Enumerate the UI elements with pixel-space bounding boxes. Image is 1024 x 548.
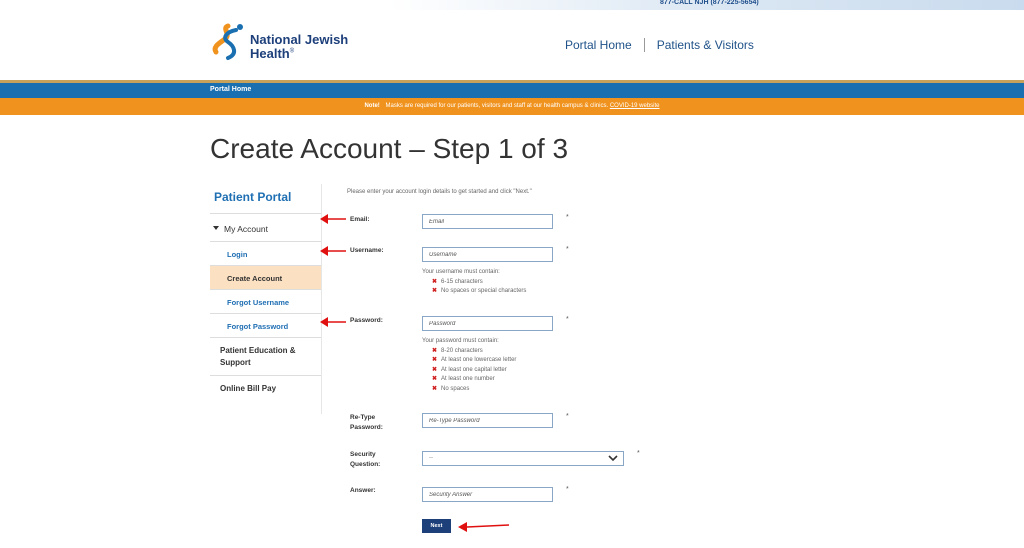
- x-icon: ✖: [432, 385, 438, 392]
- logo-text-line2: Health®: [250, 46, 295, 61]
- chevron-down-icon: [608, 455, 618, 462]
- rule-item: ✖ At least one number: [432, 376, 495, 382]
- notice-message: Masks are required for our patients, visitors and staff at our health campus & clinics.: [385, 103, 609, 109]
- rules-title: Your password must contain:: [422, 338, 499, 344]
- x-icon: ✖: [432, 347, 438, 354]
- security-question-select[interactable]: [422, 451, 624, 466]
- email-field[interactable]: [422, 214, 553, 229]
- rule-item: ✖ 8-20 characters: [432, 347, 483, 354]
- username-rules: [422, 268, 526, 297]
- rule-item: ✖ 6-15 characters: [432, 278, 483, 285]
- security-question-label: Security Question:: [350, 451, 381, 468]
- required-mark: *: [566, 316, 569, 323]
- sidebar-item-online-bill-pay[interactable]: Online Bill Pay: [220, 384, 277, 393]
- password-label: Password:: [350, 317, 383, 324]
- sidebar-item-forgot-username[interactable]: Forgot Username: [210, 290, 322, 314]
- red-arrow-icon: [318, 244, 348, 258]
- red-arrow-icon: [318, 212, 348, 226]
- x-icon: ✖: [432, 288, 438, 294]
- email-label: Email:: [350, 216, 370, 223]
- form-intro: Please enter your account login details to get started and click "Next.": [347, 189, 532, 195]
- nav-portal-home[interactable]: Portal Home: [565, 38, 632, 52]
- breadcrumb-portal-home[interactable]: Portal Home: [210, 86, 252, 93]
- sidebar-item-login[interactable]: Login: [210, 242, 322, 266]
- retype-password-field[interactable]: [422, 413, 553, 428]
- logo[interactable]: [208, 22, 378, 62]
- sidebar-title: Patient Portal: [210, 184, 322, 214]
- red-arrow-icon: [318, 315, 348, 329]
- rule-item: ✖ No spaces or special characters: [432, 288, 527, 294]
- notice-label: Note!: [364, 103, 380, 109]
- username-label: Username:: [350, 247, 384, 254]
- page-title: Create Account – Step 1 of 3: [210, 133, 569, 164]
- x-icon: ✖: [432, 357, 438, 363]
- top-nav: [565, 38, 754, 52]
- red-arrow-icon: [455, 519, 511, 533]
- sidebar-item-my-account[interactable]: [210, 214, 322, 242]
- x-icon: ✖: [432, 376, 438, 382]
- select-value: --: [429, 455, 433, 461]
- rule-item: ✖ At least one lowercase letter: [432, 357, 517, 363]
- sidebar: [210, 184, 322, 402]
- rule-item: ✖ No spaces: [432, 385, 470, 392]
- njh-logo-icon: [208, 22, 248, 62]
- rule-item: ✖ At least one capital letter: [432, 366, 507, 373]
- sidebar-item-patient-education[interactable]: Patient Education & Support: [210, 338, 322, 376]
- sidebar-item-create-account[interactable]: Create Account: [210, 266, 322, 290]
- notice-bar: [0, 98, 1024, 115]
- sidebar-item-forgot-password[interactable]: Forgot Password: [210, 314, 322, 338]
- required-mark: *: [566, 246, 569, 253]
- required-mark: *: [637, 450, 640, 457]
- password-rules: [422, 337, 516, 394]
- answer-label: Answer:: [350, 487, 376, 494]
- covid-website-link[interactable]: COVID-19 website: [609, 103, 660, 109]
- phone-number[interactable]: 877-CALL NJH (877-225-5654): [660, 0, 759, 6]
- required-mark: *: [566, 486, 569, 493]
- top-strip: [0, 0, 1024, 10]
- rules-title: Your username must contain:: [422, 269, 500, 275]
- sidebar-item-label: My Account: [224, 224, 268, 234]
- retype-password-label: Re-Type Password:: [350, 414, 383, 431]
- password-field[interactable]: [422, 316, 553, 331]
- x-icon: ✖: [432, 278, 438, 285]
- caret-down-icon: [213, 226, 219, 230]
- nav-patients-visitors[interactable]: Patients & Visitors: [656, 38, 754, 52]
- x-icon: ✖: [432, 366, 438, 373]
- nav-divider: [644, 38, 645, 52]
- username-field[interactable]: [422, 247, 553, 262]
- required-mark: *: [566, 214, 569, 221]
- breadcrumb-bar: [0, 83, 1024, 98]
- notice-text: [0, 103, 1024, 109]
- security-answer-field[interactable]: [422, 487, 553, 502]
- next-button[interactable]: Next: [422, 519, 451, 533]
- required-mark: *: [566, 413, 569, 420]
- logo-text-line1: National Jewish: [250, 32, 349, 47]
